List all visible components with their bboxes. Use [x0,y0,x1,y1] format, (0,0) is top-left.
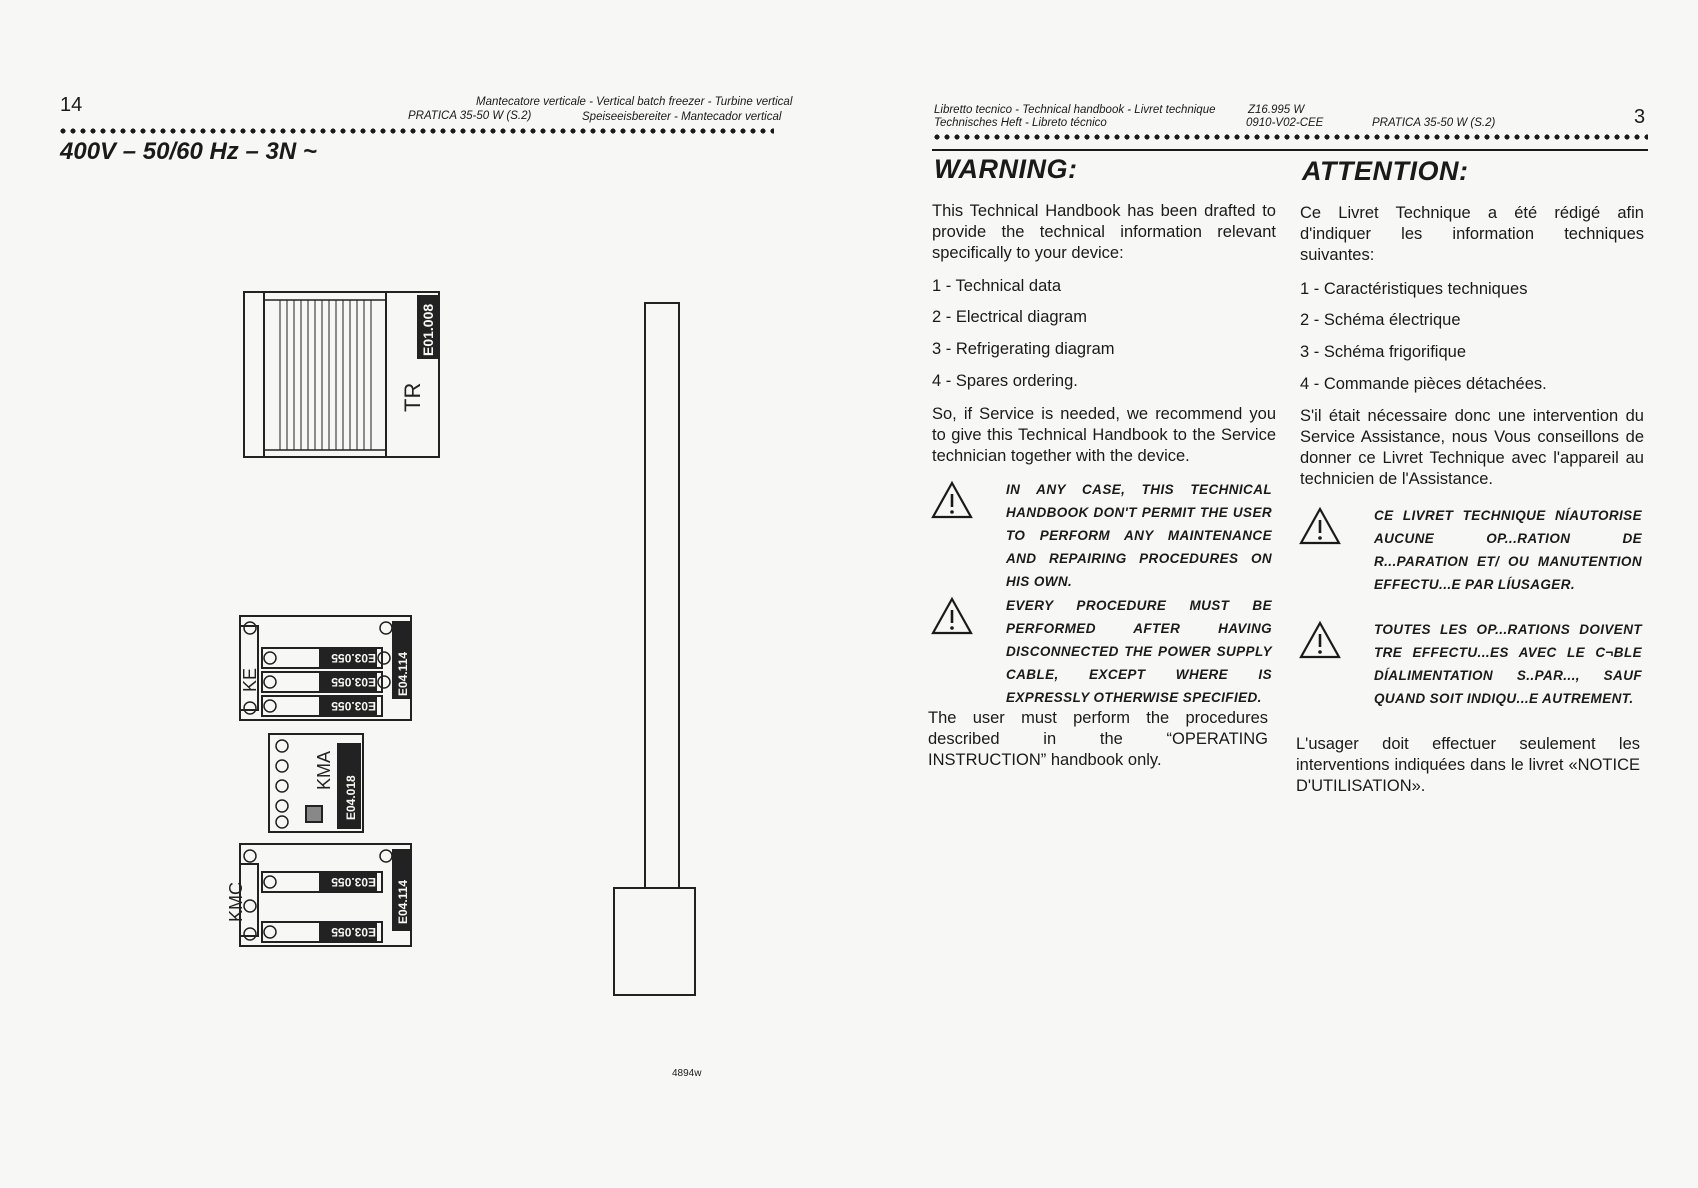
tr-label: TR [400,382,425,412]
english-warning-1 [930,478,1274,589]
right-header-code2: 0910-V02-CEE [1246,117,1324,129]
english-title: WARNING: [934,154,1078,184]
warning-triangle-icon [1298,506,1342,546]
french-warning-2-text: TOUTES LES OP...RATIONS DOIVENT TRE EFFECTU...ES AVEC LE C¬BLE DÍALIMENTATION S..PAR..., SAUF QUAND SOIT INDIQU...E AUTREMENT. [1374,622,1642,706]
kmc-row-code-2: E03.055 [331,925,376,939]
french-warning-1-text: CE LIVRET TECHNIQUE NÍAUTORISE AUCUNE OP...RATION DE R...PARATION ET/ OU MANUTENTION EFFECTU...E PAR LÍUSAGER. [1374,508,1642,592]
ke-side-code: E04.114 [396,651,410,696]
ke-row-code-2: E03.055 [331,675,376,689]
warning-triangle-icon [1298,620,1342,660]
right-header-line2: Technisches Heft - Libreto técnico [934,117,1107,129]
right-header-solid-rule [932,149,1648,151]
right-header-dotted-rule [932,134,1648,140]
left-page-number: 14 [60,94,83,116]
ke-row-code-3: E03.055 [331,699,376,713]
french-intro: Ce Livret Technique a été rédigé afin d'indiquer les information techniques suivantes: [1300,204,1644,264]
french-item-2: 2 - Schéma électrique [1300,311,1461,329]
kma-label: KMA [314,750,334,790]
french-footer: L'usager doit effectuer seulement les interventions indiquées dans le livret «NOTICE D'UTILISATION». [1296,735,1640,795]
kma-code: E04.018 [344,775,358,820]
kmc-side-code: E04.114 [396,879,410,924]
transformer-tr [244,292,439,457]
french-title: ATTENTION: [1302,156,1469,186]
french-item-4: 4 - Commande pièces détachées. [1300,375,1547,393]
english-item-2: 2 - Electrical diagram [932,308,1087,326]
french-service: S'il était nécessaire donc une intervention du Service Assistance, nous Vous conseillons de donner ce Livret Technique avec l'appareil au technicien de l'Assistance. [1300,407,1644,488]
warning-triangle-icon [930,596,974,636]
ke-row-code-1: E03.055 [331,651,376,665]
french-item-1: 1 - Caractéristiques techniques [1300,280,1528,298]
english-item-3: 3 - Refrigerating diagram [932,340,1115,358]
english-warning-1-text: IN ANY CASE, THIS TECHNICAL HANDBOOK DON'T PERMIT THE USER TO PERFORM ANY MAINTENANCE AND REPAIRING PROCEDURES ON HIS OWN. [1006,482,1272,589]
english-warning-2-text: EVERY PROCEDURE MUST BE PERFORMED AFTER HAVING DISCONNECTED THE POWER SUPPLY CABLE, EXCEPT WHERE IS EXPRESSLY OTHERWISE SPECIFIED. [1006,598,1272,705]
right-header-code1: Z16.995 W [1248,104,1305,116]
english-item-4: 4 - Spares ordering. [932,372,1078,390]
left-header-model: PRATICA 35-50 W (S.2) [408,110,532,122]
french-item-3: 3 - Schéma frigorifique [1300,343,1466,361]
right-header-model: PRATICA 35-50 W (S.2) [1372,117,1496,129]
warning-triangle-icon [930,480,974,520]
english-service: So, if Service is needed, we recommend you to give this Technical Handbook to the Service technician together with the device. [932,405,1276,465]
ke-label: KE [240,667,260,692]
french-warning-2 [1298,618,1642,718]
tr-code: E01.008 [420,303,436,356]
contactor-kmc [240,844,411,946]
contactor-ke [240,616,411,720]
english-footer: The user must perform the procedures described in the “OPERATING INSTRUCTION” handbook only. [928,709,1268,769]
english-item-1: 1 - Technical data [932,277,1062,295]
vertical-rail [614,303,695,995]
french-warning-1 [1298,504,1642,604]
right-page-number: 3 [1634,106,1646,128]
left-header-line1: Mantecatore verticale - Vertical batch freezer - Turbine vertical [476,96,793,108]
english-intro: This Technical Handbook has been drafted to provide the technical information relevant specifically to your device: [932,202,1276,262]
voltage-title: 400V – 50/60 Hz – 3N ~ [60,138,317,165]
figure-code: 4894w [672,1068,702,1079]
right-header-line1: Libretto tecnico - Technical handbook - Livret technique [934,104,1216,116]
left-header-line2: Speiseeisbereiter - Mantecador vertical [582,111,782,123]
kmc-row-code-1: E03.055 [331,875,376,889]
english-warning-2 [930,594,1274,705]
kmc-label: KMC [226,882,246,922]
